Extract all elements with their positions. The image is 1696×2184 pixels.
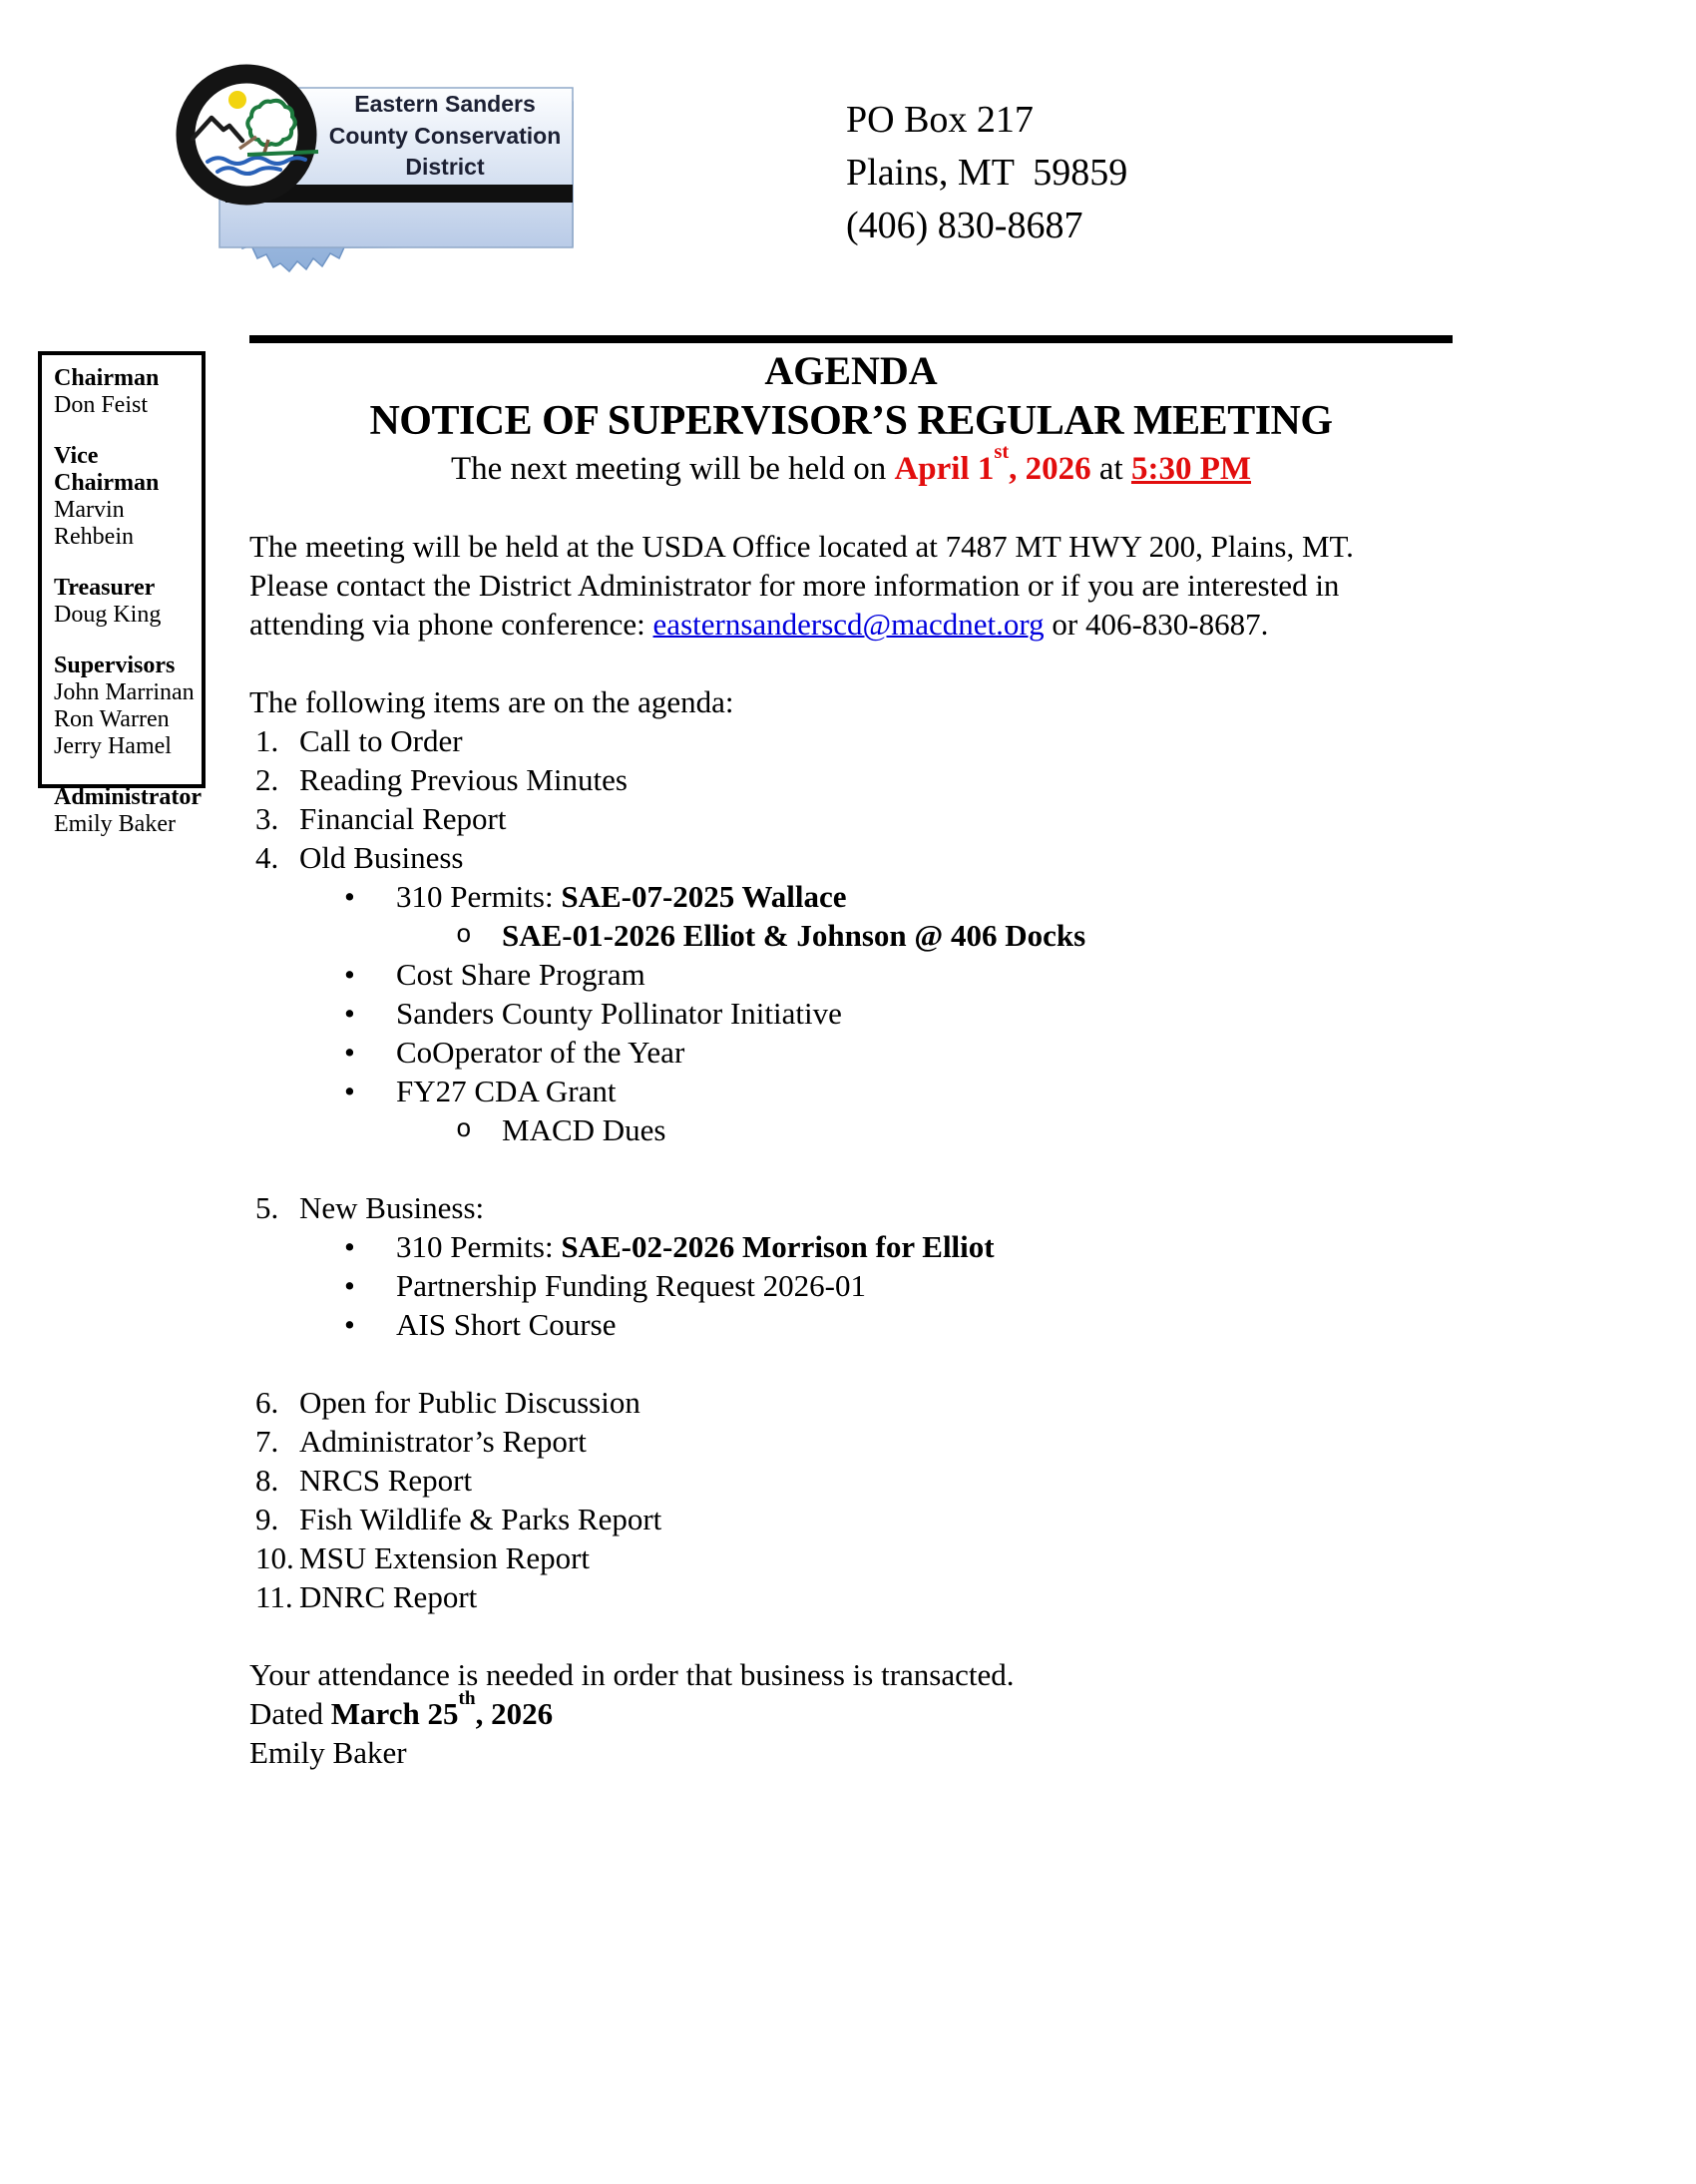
intro-paragraph: [249, 527, 1453, 644]
text-segment: Call to Order: [299, 723, 463, 758]
text-segment: Please contact the District Administrator for more information or if you are interested in: [249, 568, 1340, 603]
list-number: 11.: [255, 1579, 293, 1614]
header-rule: [249, 335, 1453, 343]
logo-org-line-3: District: [405, 154, 485, 180]
officer-name: Emily Baker: [54, 811, 176, 837]
officer-group: [54, 575, 198, 629]
list-number: 7.: [255, 1424, 279, 1459]
text-segment: April 1: [894, 451, 995, 487]
contact-block: [846, 94, 1127, 252]
text-segment: AIS Short Course: [396, 1307, 617, 1342]
notice-title: NOTICE OF SUPERVISOR’S REGULAR MEETING: [369, 398, 1333, 444]
text-segment: New Business:: [299, 1190, 485, 1225]
text-segment: Partnership Funding Request 2026-01: [396, 1268, 866, 1303]
text-segment: DNRC Report: [299, 1579, 478, 1614]
list-number: 6.: [255, 1385, 279, 1420]
text-segment: 310 Permits:: [396, 879, 562, 914]
agenda-lead: The following items are on the agenda:: [249, 684, 734, 719]
sub-bullet-icon: o: [456, 920, 472, 950]
text-segment: Sanders County Pollinator Initiative: [396, 996, 842, 1031]
agenda-item-text: [502, 1112, 665, 1147]
text-segment: The next meeting will be held on: [450, 451, 895, 487]
agenda-item-text: [299, 1579, 477, 1614]
agenda-item-text: [396, 1307, 616, 1342]
agenda-item-text: [299, 1463, 472, 1498]
email-link[interactable]: easternsanderscd@macdnet.org: [652, 607, 1045, 642]
contact-line: (406) 830-8687: [846, 205, 1083, 246]
agenda-item: [249, 916, 1453, 955]
text-segment: MSU Extension Report: [299, 1540, 591, 1575]
list-number: 9.: [255, 1502, 279, 1536]
agenda-item: [249, 1461, 1453, 1500]
agenda-item: [249, 1266, 1453, 1305]
intro-line: [249, 566, 1453, 605]
text-segment: Dated: [249, 1696, 331, 1731]
list-number: 2.: [255, 762, 279, 797]
logo-org-line-1: Eastern Sanders: [354, 91, 536, 117]
agenda-item-text: [299, 1424, 587, 1459]
text-segment: st: [994, 440, 1010, 463]
bullet-icon: •: [344, 1074, 355, 1108]
text-segment: or 406-830-8687.: [1044, 607, 1269, 642]
contact-line: Plains, MT 59859: [846, 152, 1128, 194]
agenda-item: [249, 1538, 1453, 1577]
agenda-item: [249, 1577, 1453, 1616]
main-content: [249, 335, 1453, 1772]
agenda-spacer: [249, 1344, 1453, 1383]
list-number: 3.: [255, 801, 279, 836]
agenda-item-text: [299, 1190, 484, 1225]
agenda-item: [249, 721, 1453, 760]
agenda-item: [249, 994, 1453, 1033]
agenda-item-text: [396, 1035, 684, 1070]
officer-group: [54, 653, 198, 760]
officer-name: Jerry Hamel: [54, 733, 172, 759]
agenda-item: [249, 1110, 1453, 1149]
officer-role: Supervisors: [54, 653, 176, 678]
text-segment: FY27 CDA Grant: [396, 1074, 617, 1108]
closing-line-attendance: Your attendance is needed in order that business is transacted.: [249, 1657, 1015, 1692]
agenda-item: [249, 1383, 1453, 1422]
text-segment: Open for Public Discussion: [299, 1385, 640, 1420]
agenda-item: [249, 955, 1453, 994]
agenda-item-text: [396, 1229, 995, 1264]
list-number: 1.: [255, 723, 279, 758]
agenda-item: [249, 1422, 1453, 1461]
list-number: 8.: [255, 1463, 279, 1498]
officer-role: Administrator: [54, 784, 202, 810]
text-segment: Cost Share Program: [396, 957, 645, 992]
bullet-icon: •: [344, 996, 355, 1031]
intro-line: [249, 605, 1453, 644]
officer-name: Don Feist: [54, 392, 149, 418]
text-segment: March 25: [330, 1696, 459, 1731]
agenda-item: [249, 877, 1453, 916]
text-segment: SAE-02-2026 Morrison for Elliot: [561, 1229, 995, 1264]
list-number: 5.: [255, 1190, 279, 1225]
closing-block: [249, 1655, 1453, 1772]
bullet-icon: •: [344, 957, 355, 992]
contact-line: PO Box 217: [846, 99, 1034, 141]
agenda-item-text: [502, 918, 1085, 953]
officer-group: [54, 365, 198, 419]
bullet-icon: •: [344, 1035, 355, 1070]
agenda-item: [249, 1072, 1453, 1110]
agenda-item-text: [396, 957, 645, 992]
agenda-item-text: [299, 1385, 640, 1420]
text-segment: at: [1090, 451, 1131, 487]
agenda-item-text: [396, 879, 847, 914]
agenda-item: [249, 1227, 1453, 1266]
text-segment: Fish Wildlife & Parks Report: [299, 1502, 662, 1536]
text-segment: , 2026: [1009, 451, 1091, 487]
closing-line-dated: [249, 1688, 1453, 1733]
agenda-item: [249, 1188, 1453, 1227]
text-segment: MACD Dues: [502, 1112, 666, 1147]
text-segment: Reading Previous Minutes: [299, 762, 628, 797]
bullet-icon: •: [344, 879, 355, 914]
officer-name: Doug King: [54, 602, 162, 628]
agenda-item-text: [299, 762, 628, 797]
bullet-icon: •: [344, 1268, 355, 1303]
text-segment: Financial Report: [299, 801, 507, 836]
officer-role: Treasurer: [54, 575, 156, 601]
agenda-spacer: [249, 1149, 1453, 1188]
agenda-item-text: [299, 1502, 661, 1536]
sub-bullet-icon: o: [456, 1114, 472, 1144]
officer-role: Vice Chairman: [54, 443, 160, 496]
page-title: AGENDA: [764, 348, 938, 393]
logo-org-line-2: County Conservation: [328, 123, 562, 149]
agenda-item-text: [299, 723, 463, 758]
agenda-item-text: [396, 1268, 866, 1303]
bullet-icon: •: [344, 1229, 355, 1264]
text-segment: attending via phone conference:: [249, 607, 653, 642]
meeting-datetime-line: [249, 440, 1453, 491]
text-segment: , 2026: [475, 1696, 554, 1731]
officer-group: [54, 784, 202, 838]
officers-box: [38, 351, 206, 837]
agenda-list: [249, 721, 1453, 1616]
text-segment: CoOperator of the Year: [396, 1035, 685, 1070]
district-logo-graphic: [168, 60, 582, 314]
text-segment: Administrator’s Report: [299, 1424, 587, 1459]
text-segment: NRCS Report: [299, 1463, 473, 1498]
agenda-item-text: [396, 996, 842, 1031]
list-number: 10.: [255, 1540, 294, 1575]
officer-name: Ron Warren: [54, 706, 170, 732]
sun-icon: [228, 91, 246, 109]
agenda-item-text: [299, 1540, 590, 1575]
agenda-item: [249, 838, 1453, 877]
officer-group: [54, 443, 198, 551]
agenda-item-text: [299, 801, 506, 836]
agenda-item: [249, 1033, 1453, 1072]
text-segment: 5:30 PM: [1130, 451, 1252, 487]
text-segment: th: [458, 1688, 476, 1710]
officer-name: Marvin Rehbein: [54, 497, 134, 550]
agenda-item: [249, 799, 1453, 838]
text-segment: 310 Permits:: [396, 1229, 562, 1264]
officer-name: John Marrinan: [54, 679, 195, 705]
district-logo: [168, 60, 582, 314]
text-segment: SAE-07-2025 Wallace: [561, 879, 847, 914]
agenda-item: [249, 760, 1453, 799]
closing-line-signature: Emily Baker: [249, 1735, 407, 1770]
agenda-item: [249, 1305, 1453, 1344]
text-segment: SAE-01-2026 Elliot & Johnson @ 406 Docks: [502, 918, 1086, 953]
intro-line: [249, 527, 1453, 566]
agenda-item: [249, 1500, 1453, 1538]
officer-role: Chairman: [54, 365, 160, 391]
agenda-item-text: [299, 840, 464, 875]
list-number: 4.: [255, 840, 279, 875]
text-segment: The meeting will be held at the USDA Office located at 7487 MT HWY 200, Plains, MT.: [249, 529, 1354, 564]
agenda-item-text: [396, 1074, 616, 1108]
bullet-icon: •: [344, 1307, 355, 1342]
text-segment: Old Business: [299, 840, 464, 875]
